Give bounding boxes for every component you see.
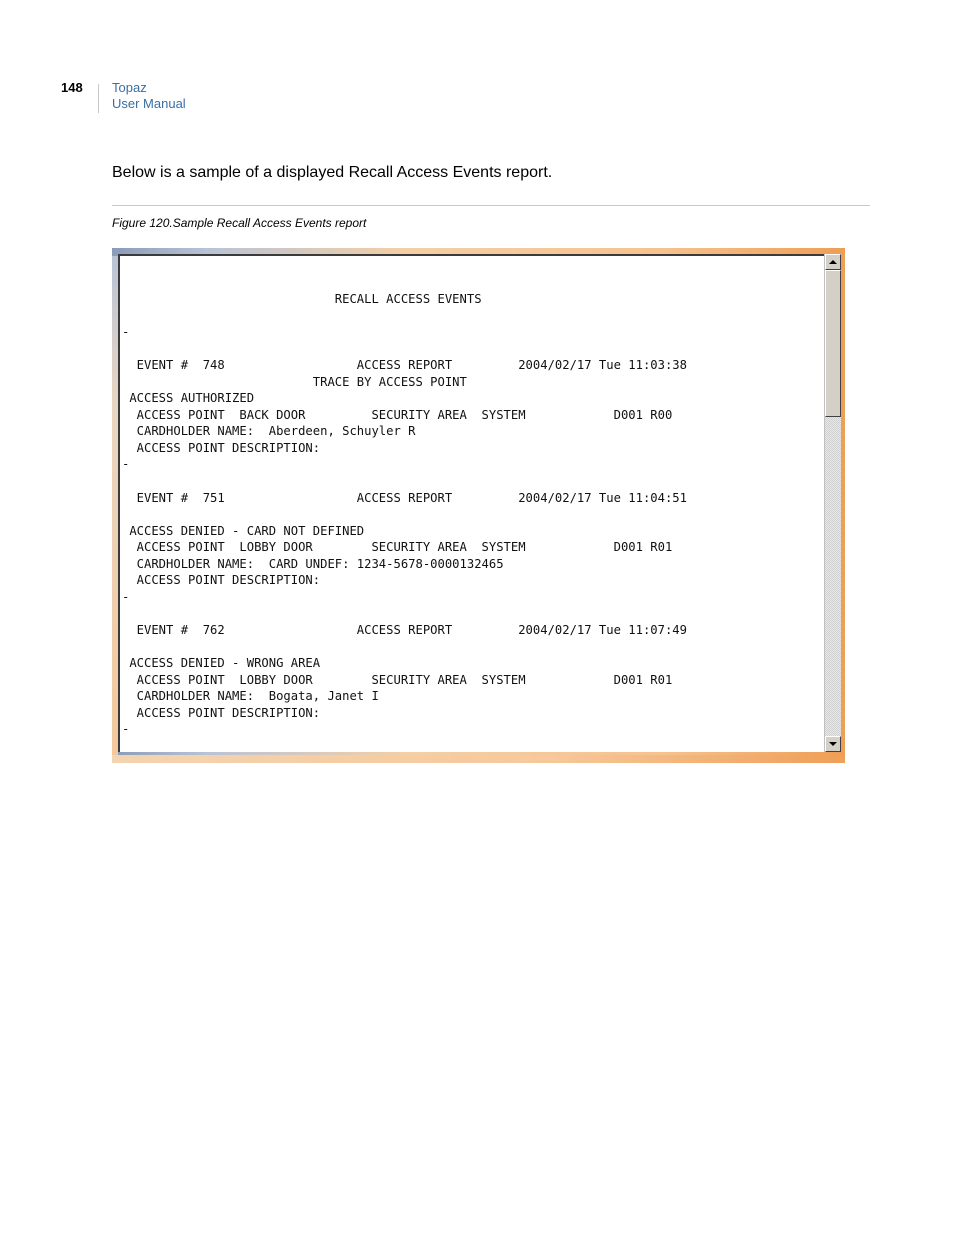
report-text-area[interactable] (118, 254, 824, 752)
report-line: ACCESS POINT DESCRIPTION: (122, 705, 321, 720)
report-line: RECALL ACCESS EVENTS (122, 292, 482, 306)
section-divider (112, 205, 870, 206)
report-line: - (122, 722, 130, 737)
vertical-scrollbar[interactable] (824, 254, 841, 752)
report-line: TRACE BY ACCESS POINT (122, 374, 467, 389)
page-number: 148 (61, 80, 83, 95)
window-border-bottom (112, 755, 845, 763)
report-content (122, 291, 687, 738)
report-line: CARDHOLDER NAME: Aberdeen, Schuyler R (122, 424, 416, 439)
scroll-down-button[interactable] (825, 736, 841, 752)
report-line: - (122, 325, 130, 340)
report-line: - (122, 589, 130, 604)
scroll-up-button[interactable] (825, 254, 841, 270)
report-line: - (122, 457, 130, 472)
header-product: Topaz (112, 80, 147, 95)
figure-caption: Figure 120.Sample Recall Access Events report (112, 216, 367, 230)
report-line: EVENT # 762 ACCESS REPORT 2004/02/17 Tue 11:07:49 (122, 622, 687, 637)
report-line: ACCESS POINT LOBBY DOOR SECURITY AREA SYSTEM D001 R01 (122, 672, 673, 687)
report-line: ACCESS DENIED - WRONG AREA (122, 656, 321, 671)
report-line: EVENT # 748 ACCESS REPORT 2004/02/17 Tue 11:03:38 (122, 358, 687, 373)
report-line: ACCESS POINT DESCRIPTION: (122, 440, 321, 455)
report-line: EVENT # 751 ACCESS REPORT 2004/02/17 Tue 11:04:51 (122, 490, 687, 505)
header-divider (98, 84, 99, 113)
scroll-thumb[interactable] (825, 270, 841, 417)
header-manual: User Manual (112, 96, 186, 111)
arrow-down-icon (829, 742, 837, 746)
report-line: ACCESS AUTHORIZED (122, 391, 255, 406)
running-header (112, 80, 186, 112)
intro-text: Below is a sample of a displayed Recall Access Events report. (112, 164, 553, 181)
report-line: ACCESS POINT BACK DOOR SECURITY AREA SYSTEM D001 R00 (122, 407, 673, 422)
arrow-up-icon (829, 260, 837, 264)
report-line: CARDHOLDER NAME: Bogata, Janet I (122, 689, 379, 704)
report-line: CARDHOLDER NAME: CARD UNDEF: 1234-5678-0000132465 (122, 556, 504, 571)
report-line: ACCESS DENIED - CARD NOT DEFINED (122, 523, 365, 538)
report-line: ACCESS POINT LOBBY DOOR SECURITY AREA SYSTEM D001 R01 (122, 540, 673, 555)
report-line: ACCESS POINT DESCRIPTION: (122, 573, 321, 588)
report-window (112, 248, 845, 763)
